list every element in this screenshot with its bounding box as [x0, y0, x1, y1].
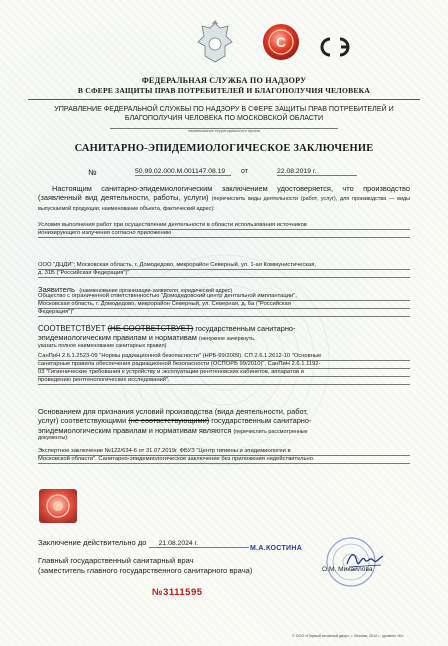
- compliance-line2: эпидемиологическим правилам и нормативам: [38, 333, 197, 343]
- compliance-rest: государственным санитарно-: [195, 324, 296, 333]
- activity-description: [38, 222, 410, 238]
- issue-date: 22.08.2019 г.: [277, 168, 357, 176]
- signatory-line2: (заместитель главного государственного санитарного врача): [38, 565, 253, 575]
- owner-details: [38, 262, 410, 278]
- compliance-word: СООТВЕТСТВУЕТ: [38, 324, 106, 333]
- applicant-note: (наименование организации-заявителя, юридический адрес): [79, 288, 233, 294]
- validity: [38, 538, 249, 548]
- signatory-title: [38, 556, 252, 575]
- agency-title-line2: В СФЕРЕ ЗАЩИТЫ ПРАВ ПОТРЕБИТЕЛЕЙ И БЛАГОПОЛУЧИЯ ЧЕЛОВЕКА: [77, 86, 371, 95]
- rules-line2: санитарные правила обеспечения радиационной безопасности (ОСПОРБ 99/2010)". СанПиН 2.6.1.1192-: [38, 361, 410, 369]
- activity-line2: ионизирующего излучения согласно приложению: [38, 230, 410, 238]
- department-line1: УПРАВЛЕНИЕ ФЕДЕРАЛЬНОЙ СЛУЖБЫ ПО НАДЗОРУ В СФЕРЕ ЗАЩИТЫ ПРАВ ПОТРЕБИТЕЛЕЙ И: [54, 105, 394, 113]
- document-title: САНИТАРНО-ЭПИДЕМИОЛОГИЧЕСКОЕ ЗАКЛЮЧЕНИЕ: [74, 143, 374, 154]
- hologram-seal-icon: [38, 488, 78, 524]
- applicant-line2: Московская область, г. Домодедово, микрорайон Северный, ул. Северная, д. 6а ("Российская: [38, 301, 410, 309]
- agency-title-line1: ФЕДЕРАЛЬНАЯ СЛУЖБА ПО НАДЗОРУ: [141, 76, 307, 85]
- serial-number: №3111595: [152, 587, 203, 598]
- activity-line1: Условия выполнения работ при осуществлении деятельности в области использования источников: [38, 222, 410, 230]
- validity-label: Заключение действительно до: [38, 538, 147, 547]
- basis-documents: [38, 448, 410, 464]
- department-caption: наименование территориального органа: [188, 129, 260, 133]
- basis-note: (перечислить рассмотренные: [233, 428, 308, 435]
- basis-line1: Основанием для признания условий производства (вида деятельности, работ,: [38, 407, 309, 416]
- name-stamp: М.А.КОСТИНА: [250, 545, 303, 552]
- rules-line1: СанПиН 2.6.1.2523-09 "Нормы радиационной безопасности" (НРБ-99/2009). СП 2.6.1.2612-10 "Основные: [38, 353, 410, 361]
- owner-line1: ООО "ДЦДИ"; Московская область, г. Домодедово, микрорайон Северный, ул. 1-ая Коммунистическая,: [38, 262, 410, 270]
- certificate-number: 50.99.02.000.М.001147.08.19: [135, 168, 231, 176]
- applicant-label: Заявитель: [38, 285, 75, 294]
- basis-crossed: (не соответствующими): [128, 416, 210, 426]
- rules-line4: проведению рентгенологических исследований".: [38, 377, 410, 385]
- applicant-details: [38, 293, 410, 317]
- compliance-note1: (ненужное зачеркнуть,: [198, 336, 256, 343]
- validity-date: 21.08.2024 г.: [149, 540, 249, 548]
- se-logo-icon: [316, 36, 360, 58]
- lead-note: (перечислить виды деятельности (работ, услуг), для производства — виды выпускаемой продукции; наименование объекта, фактический адрес):: [38, 196, 410, 212]
- docs-line1: Экспертное заключение №122/634-6 от 31.07.2019г. ФБУЗ "Центр гигиены и эпидемиологии в: [38, 448, 410, 456]
- docs-line2: Московской области". Санитарно-эпидемиологическое заключение без приложения недействительно.: [38, 456, 410, 464]
- compliance-crossed: (НЕ СООТВЕТСТВУЕТ): [107, 324, 194, 333]
- coat-of-arms-emblem: [195, 20, 235, 65]
- rules-line3: 03 "Гигиенические требования к устройству и эксплуатации рентгеновских кабинетов, аппаратов и: [38, 369, 410, 377]
- compliance-note2: указать полное наименование санитарных правил): [38, 342, 167, 349]
- signer-name: О.М. Михайлова: [322, 566, 373, 573]
- basis-line3: эпидемиологическим правилам и нормативам являются: [38, 425, 232, 435]
- department-line2: БЛАГОПОЛУЧИЯ ЧЕЛОВЕКА ПО МОСКОВСКОЙ ОБЛАСТИ: [124, 114, 324, 122]
- basis-note2: документы):: [38, 435, 69, 442]
- compliance-statement: [38, 324, 418, 349]
- date-label: от: [241, 168, 248, 175]
- hologram-sticker-icon: [262, 23, 300, 61]
- applicant-line3: Федерация")": [38, 309, 410, 317]
- department-name: [20, 105, 428, 123]
- basis-line2b: государственным санитарно-: [211, 416, 312, 426]
- basis-line2a: услуг) соответствующими: [38, 416, 127, 426]
- basis-statement: [38, 407, 414, 442]
- owner-line2: д. 31Б ("Российская Федерация")": [38, 270, 410, 278]
- certification-lead: [38, 184, 410, 212]
- number-label: №: [88, 168, 97, 177]
- applicant-line1: Общество с ограниченной ответственностью "Домодедовский центр дентальной имплантации",: [38, 293, 410, 301]
- hologram-letter: С: [275, 34, 287, 50]
- lead-text: Настоящим санитарно-эпидемиологическим заключением удостоверяется, что производство (заявленный вид деятельности, работы, услуги): [38, 184, 410, 203]
- signatory-line1: Главный государственный санитарный врач: [38, 556, 194, 565]
- sanitary-rules: [38, 353, 410, 385]
- header-divider: [28, 99, 420, 100]
- printer-footer: © ООО «Первый печатный двор», г. Москва, 2012 г., уровень «Б»: [292, 634, 404, 638]
